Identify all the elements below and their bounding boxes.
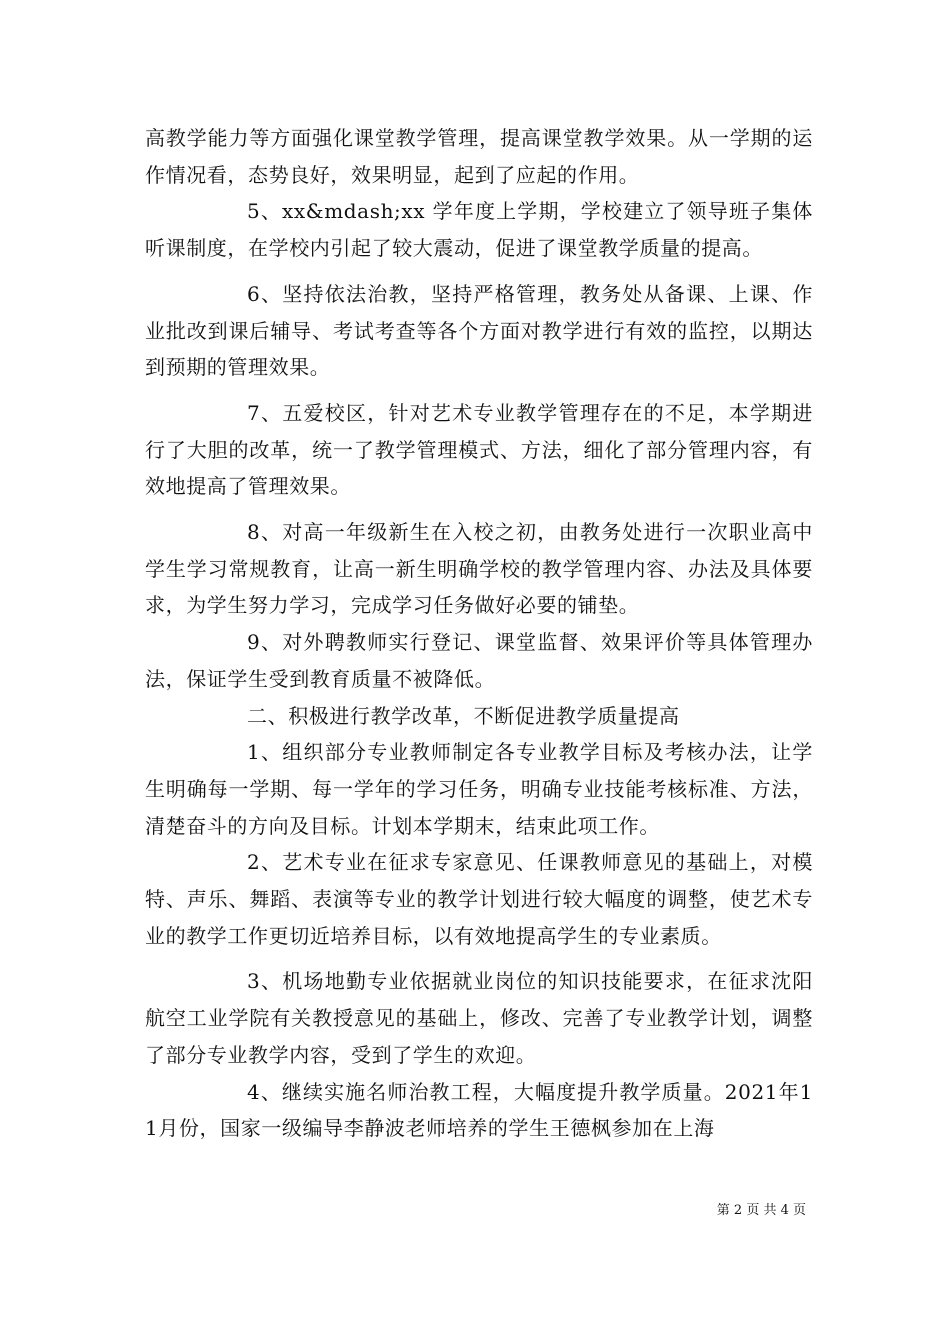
document-body	[145, 120, 813, 1147]
paragraph-reform-1: 1、组织部分专业教师制定各专业教学目标及考核办法，让学生明确每一学期、每一学年的学习任务，明确专业技能考核标准、方法，清楚奋斗的方向及目标。计划本学期末，结束此项工作。	[145, 740, 813, 838]
paragraph-item-6: 6、坚持依法治教，坚持严格管理，教务处从备课、上课、作业批改到课后辅导、考试考查等各个方面对教学进行有效的监控，以期达到预期的管理效果。	[145, 281, 813, 380]
paragraph-continuation: 高教学能力等方面强化课堂教学管理，提高课堂教学效果。从一学期的运作情况看，态势良好，效果明显，起到了应起的作用。	[145, 126, 813, 187]
paragraph-item-9: 9、对外聘教师实行登记、课堂监督、效果评价等具体管理办法，保证学生受到教育质量不被降低。	[145, 630, 813, 691]
paragraph-reform-4: 4、继续实施名师治教工程，大幅度提升教学质量。2021年11月份，国家一级编导李静波老师培养的学生王德枫参加在上海	[145, 1079, 813, 1141]
paragraph-reform-2: 2、艺术专业在征求专家意见、任课教师意见的基础上，对模特、声乐、舞蹈、表演等专业的教学计划进行较大幅度的调整，使艺术专业的教学工作更切近培养目标，以有效地提高学生的专业素质。	[145, 850, 813, 948]
paragraph-reform-3: 3、机场地勤专业依据就业岗位的知识技能要求，在征求沈阳航空工业学院有关教授意见的基础上，修改、完善了专业教学计划，调整了部分专业教学内容，受到了学生的欢迎。	[145, 969, 813, 1067]
paragraph-item-8: 8、对高一年级新生在入校之初，由教务处进行一次职业高中学生学习常规教育，让高一新生明确学校的教学管理内容、办法及具体要求，为学生努力学习，完成学习任务做好必要的铺垫。	[145, 520, 813, 618]
page-number: 第 2 页 共 4 页	[716, 1203, 806, 1218]
paragraph-item-7: 7、五爱校区，针对艺术专业教学管理存在的不足，本学期进行了大胆的改革，统一了教学管理模式、方法，细化了部分管理内容，有效地提高了管理效果。	[145, 400, 813, 499]
section-heading: 二、积极进行教学改革，不断促进教学质量提高	[247, 703, 680, 728]
paragraph-item-5: 5、xx&mdash;xx 学年度上学期，学校建立了领导班子集体听课制度，在学校内引起了较大震动，促进了课堂教学质量的提高。	[145, 199, 813, 261]
